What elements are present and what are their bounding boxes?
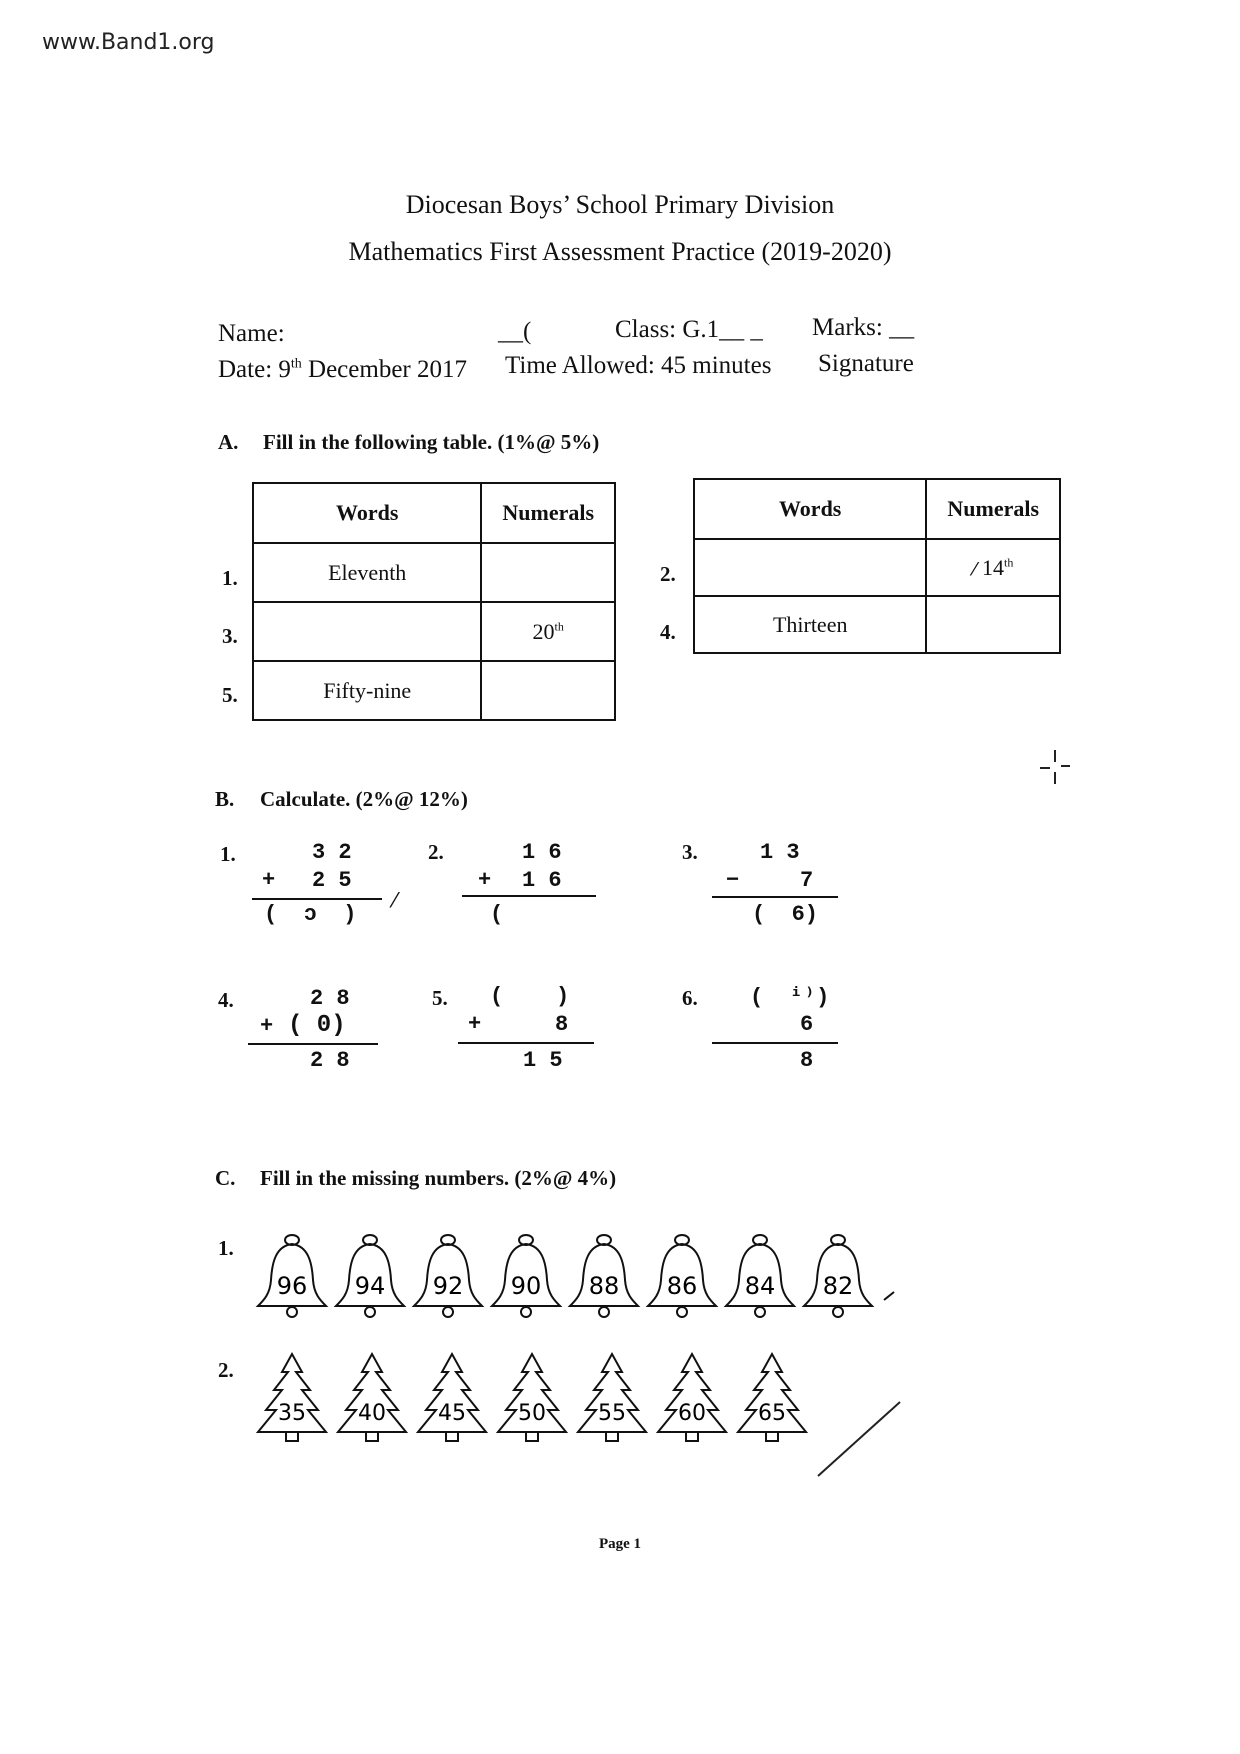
row-number: 2. xyxy=(660,562,676,586)
problem-result: 1 5 xyxy=(523,1048,563,1073)
table-row xyxy=(694,596,1060,653)
problem-result: 8 xyxy=(800,1048,814,1073)
tree-icon xyxy=(418,1354,486,1441)
bell-icon xyxy=(726,1235,794,1317)
answer-line xyxy=(248,1043,378,1045)
bell-number[interactable]: 82 xyxy=(822,1272,854,1300)
numbers-table-right xyxy=(693,478,1061,654)
numerals-cell[interactable] xyxy=(926,596,1060,653)
section-b-instruction: Calculate. (2%@ 12%) xyxy=(260,787,468,811)
numeral-superscript: th xyxy=(1004,555,1014,570)
section-c-heading xyxy=(215,1166,616,1191)
problem-answer[interactable]: ( xyxy=(490,902,504,927)
school-title: Diocesan Boys’ School Primary Division xyxy=(405,190,835,219)
problem-top: 3 2 xyxy=(312,840,352,865)
section-b-letter: B. xyxy=(215,787,235,811)
answer-line xyxy=(712,896,838,898)
problem-operator: − xyxy=(726,868,740,893)
problem-top: 1 6 xyxy=(522,840,562,865)
date-label: Date: 9 xyxy=(218,356,291,383)
table-row xyxy=(253,602,615,661)
section-c-instruction: Fill in the missing numbers. (2%@ 4%) xyxy=(260,1166,617,1190)
column-header-numerals: Numerals xyxy=(926,479,1060,539)
problem-result: 2 8 xyxy=(310,1048,350,1073)
bell-icon xyxy=(336,1235,404,1317)
bell-number: 90 xyxy=(510,1272,542,1300)
bell-icon xyxy=(492,1235,560,1317)
tick-stroke xyxy=(884,1292,894,1300)
bell-icon xyxy=(414,1235,482,1317)
answer-line xyxy=(252,898,382,900)
tree-number: 35 xyxy=(278,1401,306,1426)
bells-sequence xyxy=(252,1228,912,1338)
problem-top: 2 8 xyxy=(310,986,350,1011)
bell-icon xyxy=(570,1235,638,1317)
answer-line xyxy=(462,895,596,897)
problem-answer[interactable]: ( ) xyxy=(490,984,570,1009)
tree-number: 60 xyxy=(678,1401,706,1426)
words-cell: Thirteen xyxy=(694,596,926,653)
row-number: 1. xyxy=(222,566,238,590)
numerals-cell[interactable] xyxy=(481,661,615,720)
bell-number: 96 xyxy=(276,1272,308,1300)
bell-number: 86 xyxy=(666,1272,698,1300)
problem-operator: + xyxy=(468,1012,482,1037)
class-label: Class: G.1__ _ xyxy=(615,316,763,343)
tree-icon xyxy=(738,1354,806,1441)
registration-mark-icon xyxy=(1036,748,1076,788)
problem-operator: + xyxy=(262,868,276,893)
tree-number: 45 xyxy=(438,1401,466,1426)
problem-second: 8 xyxy=(555,1012,569,1037)
problem-number: 2. xyxy=(428,840,444,864)
time-allowed: Time Allowed: 45 minutes xyxy=(505,352,772,379)
tree-number: 55 xyxy=(598,1401,626,1426)
bell-number: 84 xyxy=(744,1272,776,1300)
tick-stroke xyxy=(818,1402,900,1476)
tree-icon xyxy=(258,1354,326,1441)
watermark: www.Band1.org xyxy=(42,30,215,55)
name-label: Name: xyxy=(218,320,285,347)
problem-number: 3. xyxy=(682,840,698,864)
section-a-instruction: Fill in the following table. (1%@ 5%) xyxy=(263,430,600,454)
tree-icon xyxy=(338,1354,406,1441)
tree-number: 65 xyxy=(758,1401,786,1426)
tree-icon xyxy=(498,1354,566,1441)
tree-number: 50 xyxy=(518,1401,546,1426)
tick-mark-icon: ⁄ xyxy=(393,888,397,912)
answer-line xyxy=(458,1042,594,1044)
column-header-words: Words xyxy=(694,479,926,539)
name-bracket: __( xyxy=(498,318,532,345)
numeral-superscript: th xyxy=(554,619,564,634)
words-cell: Fifty-nine xyxy=(253,661,481,720)
problem-number: 5. xyxy=(432,986,448,1010)
numeral-value: 14 xyxy=(982,554,1005,580)
page-number: Page 1 xyxy=(598,1536,642,1552)
bell-icon xyxy=(258,1235,326,1317)
row-number: 4. xyxy=(660,620,676,644)
row-number: 5. xyxy=(222,683,238,707)
problem-answer[interactable]: ( ⁱ⁾) xyxy=(750,985,830,1010)
tree-number: 40 xyxy=(358,1401,386,1426)
problem-top: 1 3 xyxy=(760,840,800,865)
problem-answer[interactable]: ( ɔ ) xyxy=(264,902,357,927)
problem-number: 4. xyxy=(218,988,234,1012)
answer-line xyxy=(712,1042,838,1044)
table-row xyxy=(694,539,1060,596)
column-header-numerals: Numerals xyxy=(481,483,615,543)
words-cell[interactable] xyxy=(253,602,481,661)
words-cell[interactable] xyxy=(694,539,926,596)
words-cell: Eleventh xyxy=(253,543,481,602)
problem-answer[interactable]: ( 0) xyxy=(288,1012,346,1039)
marks-label: Marks: __ xyxy=(812,314,915,341)
tree-icon xyxy=(578,1354,646,1441)
problem-operator: + xyxy=(260,1014,274,1039)
column-header-words: Words xyxy=(253,483,481,543)
date-field xyxy=(218,356,467,384)
section-a-letter: A. xyxy=(218,430,239,454)
tree-icon xyxy=(658,1354,726,1441)
table-row xyxy=(253,543,615,602)
numeral-value: 20 xyxy=(532,618,555,644)
problem-answer[interactable]: ( 6) xyxy=(752,902,819,927)
bell-number: 94 xyxy=(354,1272,386,1300)
problem-number: 1. xyxy=(220,842,236,866)
section-c-letter: C. xyxy=(215,1166,236,1190)
question-number: 2. xyxy=(218,1358,234,1382)
row-number: 3. xyxy=(222,624,238,648)
bell-number: 92 xyxy=(432,1272,464,1300)
assessment-title: Mathematics First Assessment Practice (2019-2020) xyxy=(348,237,892,266)
problem-number: 6. xyxy=(682,986,698,1010)
numerals-cell xyxy=(926,539,1060,596)
tick-mark-icon: ⁄ xyxy=(973,558,977,580)
numbers-table-left xyxy=(252,482,616,721)
numerals-cell xyxy=(481,602,615,661)
date-superscript: th xyxy=(290,356,302,372)
date-rest: December 2017 xyxy=(301,356,467,383)
bell-icon xyxy=(648,1235,716,1317)
problem-second: 7 xyxy=(800,868,814,893)
problem-second: 2 5 xyxy=(312,868,352,893)
signature-label: Signature xyxy=(818,350,914,377)
section-a-heading xyxy=(218,430,599,455)
section-b-heading xyxy=(215,787,468,812)
numerals-cell[interactable] xyxy=(481,543,615,602)
problem-second: 1 6 xyxy=(522,868,562,893)
question-number: 1. xyxy=(218,1236,234,1260)
bell-icon xyxy=(804,1235,872,1317)
problem-operator: + xyxy=(478,868,492,893)
table-row xyxy=(253,661,615,720)
trees-sequence xyxy=(252,1350,912,1490)
problem-second: 6 xyxy=(800,1012,814,1037)
bell-number: 88 xyxy=(588,1272,620,1300)
